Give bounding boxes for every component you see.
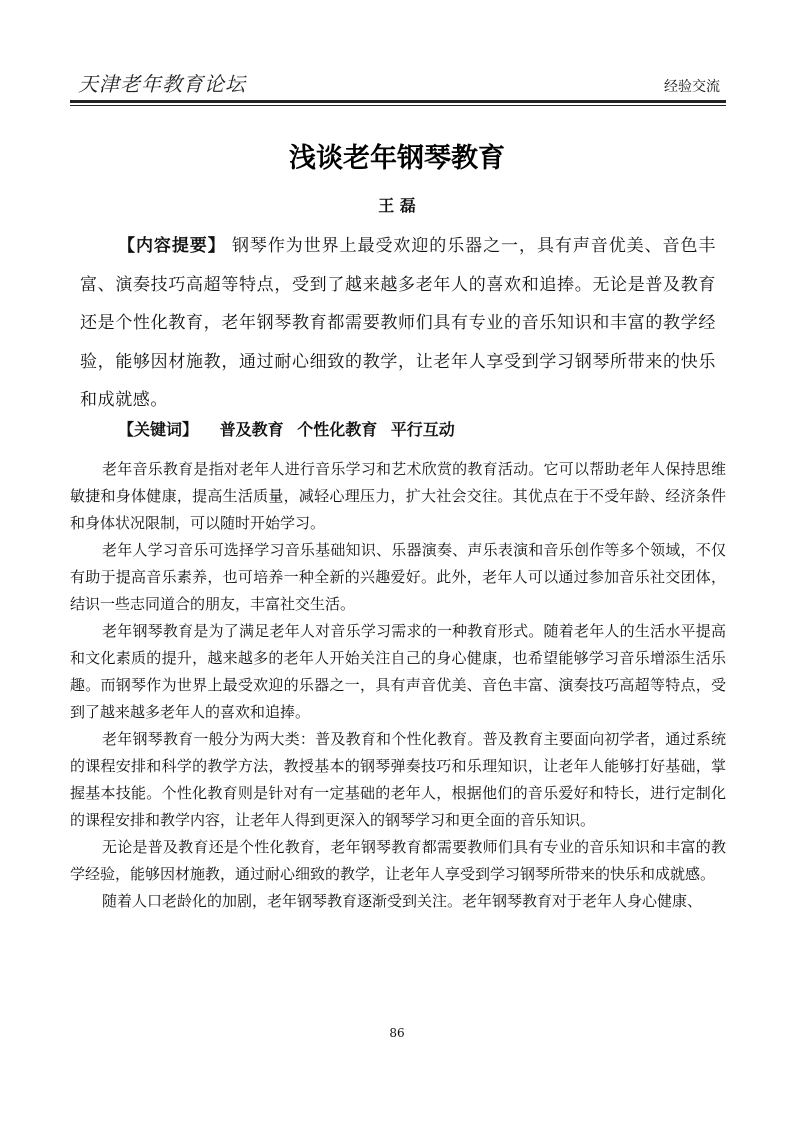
body-paragraph: 老年钢琴教育是为了满足老年人对音乐学习需求的一种教育形式。随着老年人的生活水平提高和文化素质的提升，越来越多的老年人开始关注自己的身心健康，也希望能够学习音乐增添生活乐趣。而钢琴作为世界上最受欢迎的乐器之一，具有声音优美、音色丰富、演奏技巧高超等特点，受到了越来越多老年人的喜欢和追捧。 <box>70 622 726 721</box>
body-paragraph: 老年人学习音乐可选择学习音乐基础知识、乐器演奏、声乐表演和音乐创作等多个领域，不仅有助于提高音乐素养，也可培养一种全新的兴趣爱好。此外，老年人可以通过参加音乐社交团体，结识一些志同道合的朋友，丰富社交生活。 <box>70 541 726 613</box>
keywords <box>118 417 718 440</box>
page-number: 86 <box>389 1026 405 1040</box>
article-author: 王 磊 <box>378 196 416 215</box>
header-rule-thin <box>70 105 726 106</box>
journal-logo: 天津老年教育论坛 <box>78 72 246 96</box>
keyword-1: 普及教育 <box>219 420 284 439</box>
abstract-label: 【内容提要】 <box>118 236 226 256</box>
article-body <box>70 456 726 915</box>
body-paragraph: 老年钢琴教育一般分为两大类：普及教育和个性化教育。普及教育主要面向初学者，通过系统的课程安排和科学的教学方法，教授基本的钢琴弹奏技巧和乐理知识，让老年人能够打好基础，掌握基本技能。个性化教育则是针对有一定基础的老年人，根据他们的音乐爱好和特长，进行定制化的课程安排和教学内容，让老年人得到更深入的钢琴学习和更全面的音乐知识。 <box>70 730 726 829</box>
keywords-label: 【关键词】 <box>118 420 199 439</box>
body-paragraph: 无论是普及教育还是个性化教育，老年钢琴教育都需要教师们具有专业的音乐知识和丰富的教学经验，能够因材施教，通过耐心细致的教学，让老年人享受到学习钢琴所带来的快乐和成就感。 <box>70 838 726 883</box>
abstract-text: 钢琴作为世界上最受欢迎的乐器之一，具有声音优美、音色丰富、演奏技巧高超等特点，受到了越来越多老年人的喜欢和追捧。无论是普及教育还是个性化教育，老年钢琴教育都需要教师们具有专业的音乐知识和丰富的教学经验，能够因材施教，通过耐心细致的教学，让老年人享受到学习钢琴所带来的快乐和成就感。 <box>80 236 716 410</box>
body-paragraph: 随着人口老龄化的加剧，老年钢琴教育逐渐受到关注。老年钢琴教育对于老年人身心健康、 <box>102 892 703 910</box>
keyword-2: 个性化教育 <box>297 420 378 439</box>
section-label: 经验交流 <box>664 79 720 95</box>
keyword-3: 平行互动 <box>390 420 455 439</box>
article-title: 浅谈老年钢琴教育 <box>289 143 505 174</box>
page-header <box>70 58 726 100</box>
header-rule <box>70 100 726 103</box>
body-paragraph: 老年音乐教育是指对老年人进行音乐学习和艺术欣赏的教育活动。它可以帮助老年人保持思维敏捷和身体健康，提高生活质量，减轻心理压力，扩大社会交往。其优点在于不受年龄、经济条件和身体状况限制，可以随时开始学习。 <box>70 460 726 532</box>
abstract <box>80 227 716 420</box>
